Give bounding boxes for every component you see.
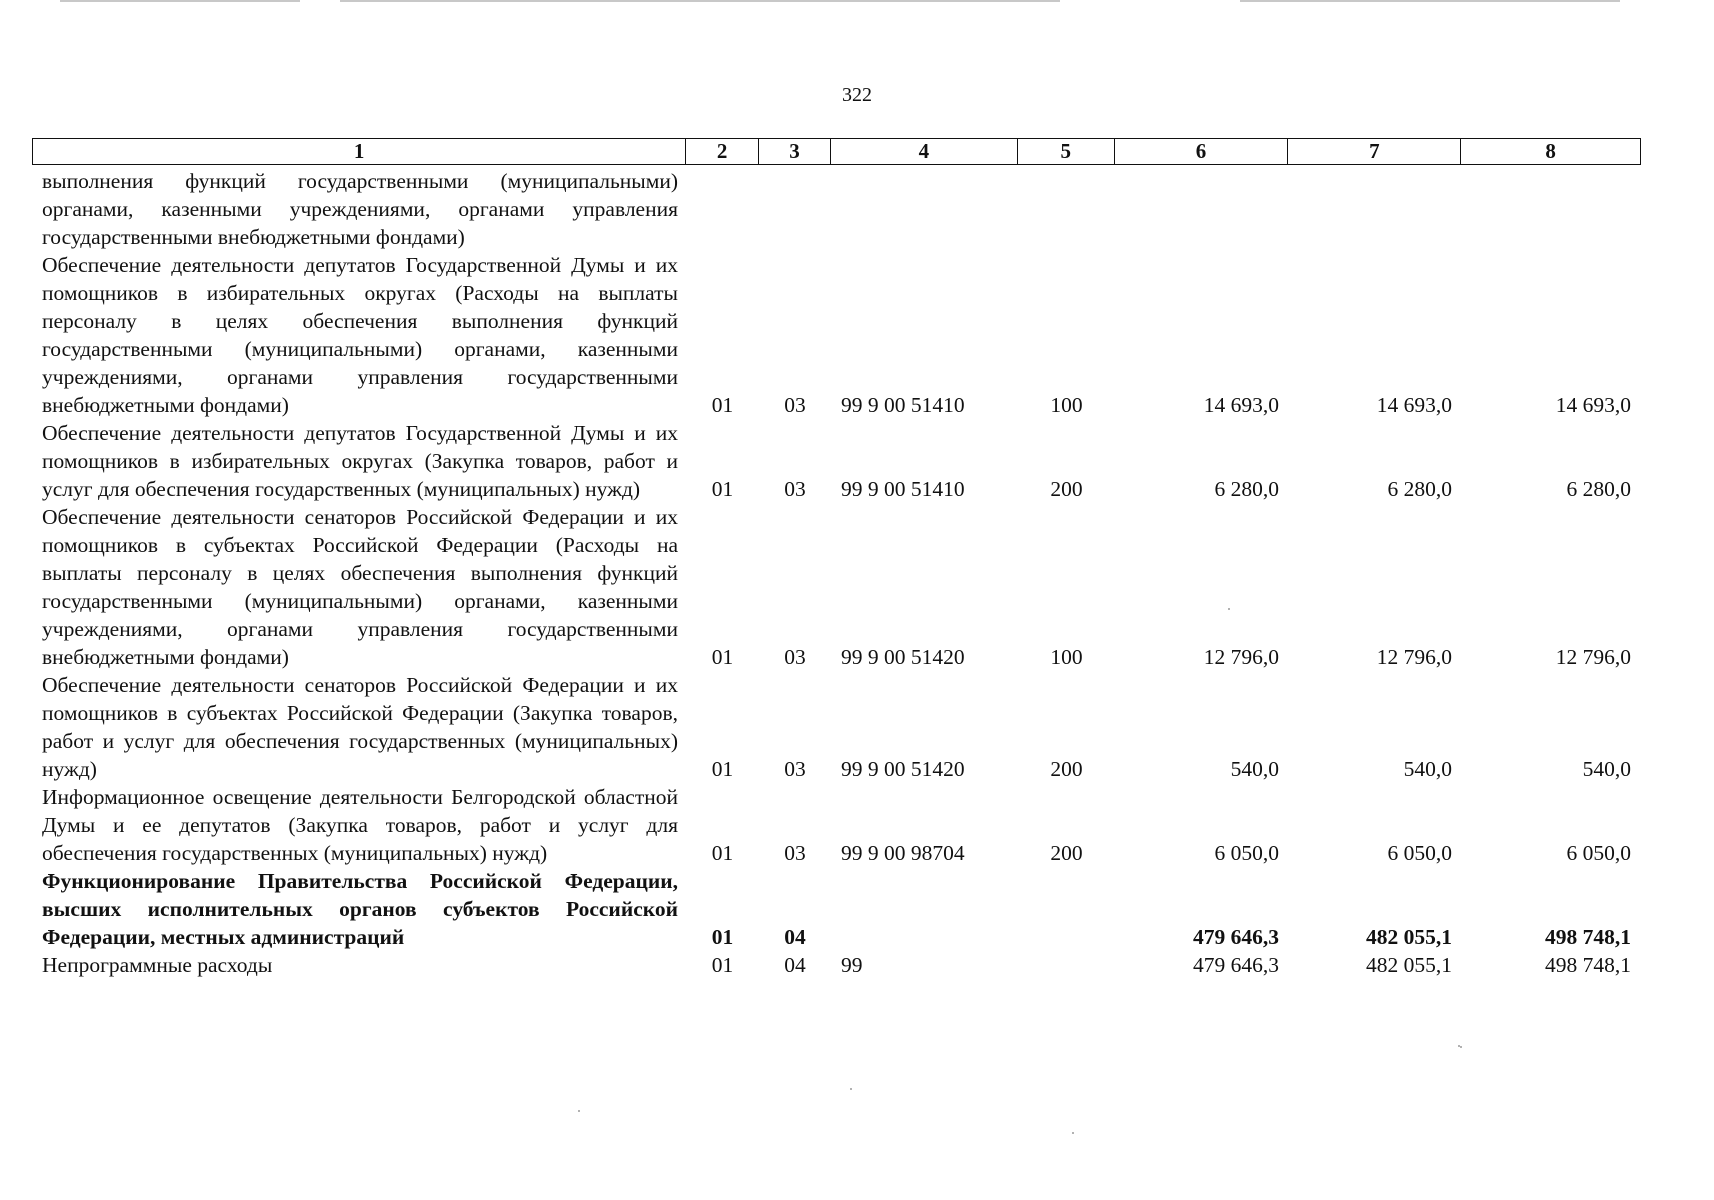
cell-subsection: 03 <box>784 477 806 501</box>
table-header <box>32 138 1641 165</box>
column-header-1: 1 <box>33 139 686 164</box>
row-description: Обеспечение деятельности депутатов Государственной Думы и их помощников в избирательных округах (Расходы на выплаты персоналу в целях обеспечения выполнения функций государственными (муниципальными) органами, казенными учреждениями, органами управления государственными внебюджетными фондами) <box>42 253 678 417</box>
cell-expense-type: 200 <box>1050 841 1083 865</box>
cell-subsection: 04 <box>784 925 806 949</box>
row-description: выполнения функций государственными (муниципальными) органами, казенными учреждениями, органами управления государственными внебюджетными фондами) <box>42 169 678 249</box>
cell-amount-col6: 12 796,0 <box>1203 645 1279 669</box>
cell-expense-type: 200 <box>1050 757 1083 781</box>
row-description: Обеспечение деятельности сенаторов Российской Федерации и их помощников в субъектах Российской Федерации (Закупка товаров, работ и услуг для обеспечения государственных (муниципальных) нужд) <box>42 673 678 781</box>
cell-target-article: 99 9 00 98704 <box>841 841 965 865</box>
cell-expense-type: 200 <box>1050 477 1083 501</box>
table-row <box>32 251 1641 419</box>
column-header-5: 5 <box>1018 139 1115 164</box>
scan-line <box>1240 0 1620 2</box>
cell-amount-col7: 482 055,1 <box>1366 925 1452 949</box>
cell-section: 01 <box>711 393 734 417</box>
table-row <box>32 671 1641 783</box>
cell-subsection: 03 <box>784 645 806 669</box>
row-description: Функционирование Правительства Российской Федерации, высших исполнительных органов субъектов Российской Федерации, местных администраций <box>42 869 678 949</box>
cell-amount-col7: 540,0 <box>1403 757 1452 781</box>
table-row-section-total <box>32 867 1641 951</box>
cell-target-article: 99 9 00 51420 <box>841 757 965 781</box>
cell-amount-col7: 6 280,0 <box>1387 477 1452 501</box>
cell-section: 01 <box>711 953 734 977</box>
cell-amount-col8: 6 050,0 <box>1566 841 1631 865</box>
cell-amount-col8: 6 280,0 <box>1566 477 1631 501</box>
cell-amount-col7: 12 796,0 <box>1376 645 1452 669</box>
cell-section: 01 <box>711 477 734 501</box>
cell-expense-type: 100 <box>1050 393 1083 417</box>
scan-line <box>60 0 300 2</box>
cell-amount-col6: 6 280,0 <box>1214 477 1279 501</box>
cell-section: 01 <box>711 841 734 865</box>
cell-amount-col6: 14 693,0 <box>1203 393 1279 417</box>
row-description: Обеспечение деятельности депутатов Государственной Думы и их помощников в избирательных округах (Закупка товаров, работ и услуг для обеспечения государственных (муниципальных) нужд) <box>42 421 678 501</box>
column-header-3: 3 <box>759 139 831 164</box>
table-row <box>32 419 1641 503</box>
scan-speck <box>850 1088 852 1090</box>
cell-target-article: 99 <box>841 953 863 977</box>
cell-expense-type: 100 <box>1050 645 1083 669</box>
table-row <box>32 951 1641 979</box>
cell-amount-col6: 479 646,3 <box>1193 925 1279 949</box>
page-number: 322 <box>842 84 872 106</box>
column-header-6: 6 <box>1115 139 1289 164</box>
cell-amount-col8: 12 796,0 <box>1555 645 1631 669</box>
scan-speck <box>1460 1046 1462 1048</box>
table-row <box>32 503 1641 671</box>
table-row <box>32 783 1641 867</box>
column-header-8: 8 <box>1545 139 1556 163</box>
scan-speck <box>1072 1132 1074 1134</box>
column-header-7: 7 <box>1288 139 1461 164</box>
column-header-2: 2 <box>686 139 759 164</box>
scan-speck <box>578 1110 580 1112</box>
cell-amount-col6: 479 646,3 <box>1193 953 1279 977</box>
cell-amount-col8: 14 693,0 <box>1555 393 1631 417</box>
column-header-4: 4 <box>831 139 1018 164</box>
cell-subsection: 03 <box>784 757 806 781</box>
cell-amount-col8: 540,0 <box>1582 757 1631 781</box>
cell-amount-col8: 498 748,1 <box>1545 925 1631 949</box>
cell-amount-col8: 498 748,1 <box>1545 953 1631 977</box>
row-description: Непрограммные расходы <box>42 953 273 977</box>
table-body <box>32 167 1641 979</box>
table-row <box>32 167 1641 251</box>
row-description: Информационное освещение деятельности Белгородской областной Думы и ее депутатов (Закупка товаров, работ и услуг для обеспечения государственных (муниципальных) нужд) <box>42 785 678 865</box>
cell-section: 01 <box>711 757 734 781</box>
cell-amount-col6: 6 050,0 <box>1214 841 1279 865</box>
cell-subsection: 03 <box>784 841 806 865</box>
cell-subsection: 03 <box>784 393 806 417</box>
cell-amount-col7: 482 055,1 <box>1366 953 1452 977</box>
cell-amount-col6: 540,0 <box>1230 757 1279 781</box>
cell-target-article: 99 9 00 51410 <box>841 477 965 501</box>
cell-amount-col7: 6 050,0 <box>1387 841 1452 865</box>
cell-target-article: 99 9 00 51410 <box>841 393 965 417</box>
scan-speck <box>1228 608 1230 610</box>
cell-section: 01 <box>711 645 734 669</box>
cell-amount-col7: 14 693,0 <box>1376 393 1452 417</box>
cell-target-article: 99 9 00 51420 <box>841 645 965 669</box>
cell-subsection: 04 <box>784 953 806 977</box>
cell-section: 01 <box>711 925 734 949</box>
row-description: Обеспечение деятельности сенаторов Российской Федерации и их помощников в субъектах Российской Федерации (Расходы на выплаты персоналу в целях обеспечения выполнения функций государственными (муниципальными) органами, казенными учреждениями, органами управления государственными внебюджетными фондами) <box>42 505 678 669</box>
scan-line <box>340 0 1060 2</box>
